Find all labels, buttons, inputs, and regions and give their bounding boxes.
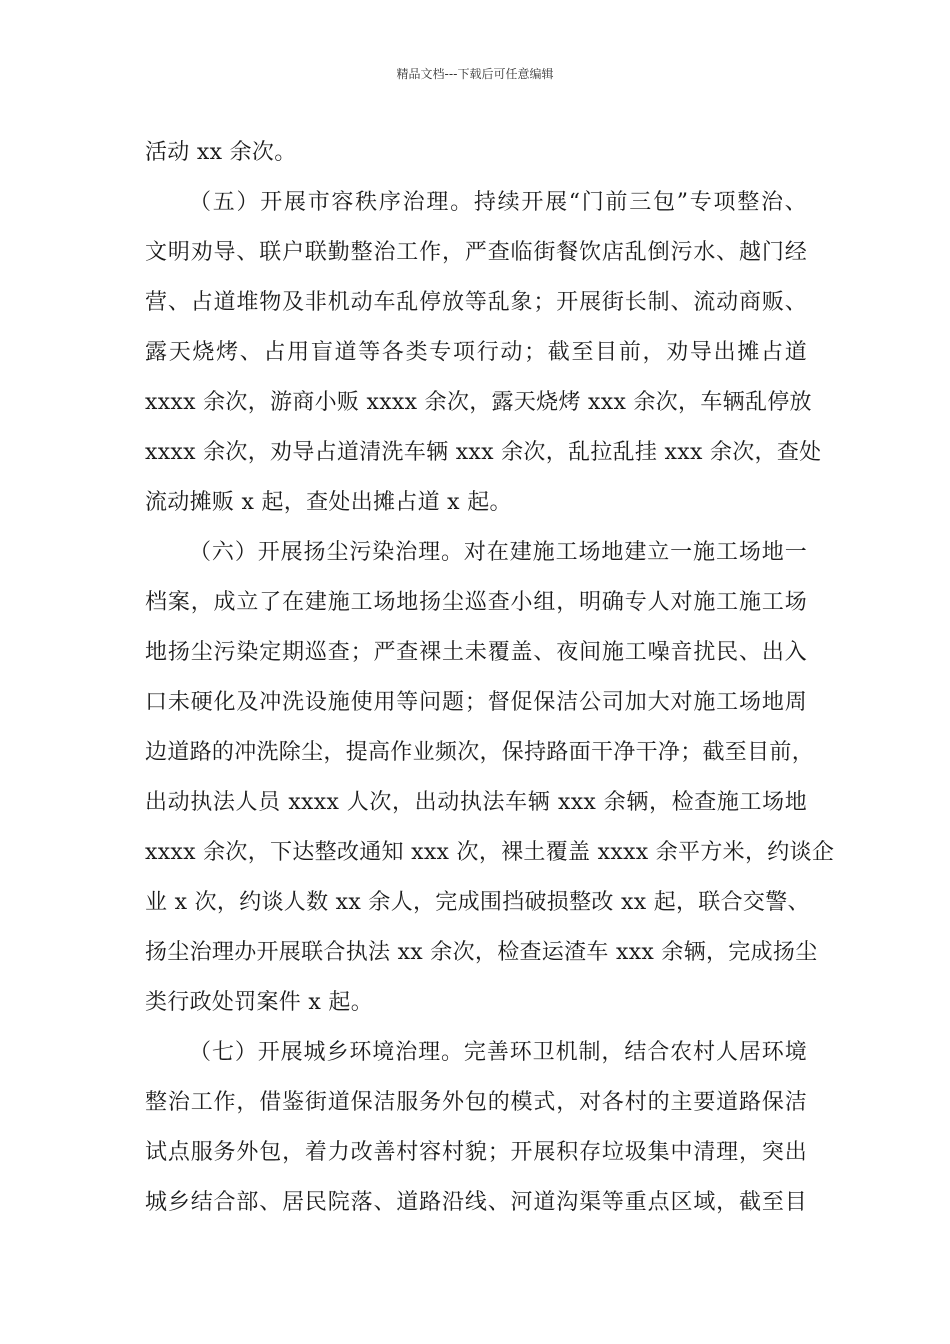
paragraph-line: （六）开展扬尘污染治理。对在建施工场地建立一施工场地一 <box>189 540 807 565</box>
paragraph-line: 整治工作，借鉴街道保洁服务外包的模式，对各村的主要道路保洁 <box>145 1090 807 1115</box>
paragraph-line: （五）开展市容秩序治理。持续开展“门前三包”专项整治、 <box>189 190 807 215</box>
paragraph-line: xxxx 余次，下达整改通知 xxx 次，裸土覆盖 xxxx 余平方米，约谈企 <box>145 840 835 865</box>
paragraph-line: 档案，成立了在建施工场地扬尘巡查小组，明确专人对施工施工场 <box>145 590 807 615</box>
paragraph-line: 试点服务外包，着力改善村容村貌；开展积存垃圾集中清理，突出 <box>145 1140 807 1165</box>
paragraph-line: 流动摊贩 x 起，查处出摊占道 x 起。 <box>145 490 512 515</box>
paragraph-line: 口未硬化及冲洗设施使用等问题；督促保洁公司加大对施工场地周 <box>145 690 807 715</box>
paragraph-line: 露天烧烤、占用盲道等各类专项行动；截至目前，劝导出摊占道 <box>145 340 807 365</box>
paragraph-line: 边道路的冲洗除尘，提高作业频次，保持路面干净干净；截至目前， <box>145 740 815 765</box>
paragraph-line: 活动 xx 余次。 <box>145 140 297 165</box>
paragraph-line: xxxx 余次，劝导占道清洗车辆 xxx 余次，乱拉乱挂 xxx 余次，查处 <box>145 440 822 465</box>
page-header: 精品文档---下载后可任意编辑 <box>396 67 554 81</box>
paragraph-line: （七）开展城乡环境治理。完善环卫机制，结合农村人居环境 <box>189 1040 807 1065</box>
document-body <box>145 128 835 1228</box>
paragraph-line: 扬尘治理办开展联合执法 xx 余次，检查运渣车 xxx 余辆，完成扬尘 <box>145 940 818 965</box>
paragraph-line: 营、占道堆物及非机动车乱停放等乱象；开展街长制、流动商贩、 <box>145 290 807 315</box>
paragraph-line: 出动执法人员 xxxx 人次，出动执法车辆 xxx 余辆，检查施工场地 <box>145 790 807 815</box>
paragraph-line: 类行政处罚案件 x 起。 <box>145 990 373 1015</box>
paragraph-line: 地扬尘污染定期巡查；严查裸土未覆盖、夜间施工噪音扰民、出入 <box>145 640 807 665</box>
paragraph-line: xxxx 余次，游商小贩 xxxx 余次，露天烧烤 xxx 余次，车辆乱停放 <box>145 390 812 415</box>
paragraph-line: 业 x 次，约谈人数 xx 余人，完成围挡破损整改 xx 起，联合交警、 <box>145 890 810 915</box>
paragraph-line: 城乡结合部、居民院落、道路沿线、河道沟渠等重点区域，截至目 <box>145 1190 807 1215</box>
paragraph-line: 文明劝导、联户联勤整治工作，严查临街餐饮店乱倒污水、越门经 <box>145 240 807 265</box>
